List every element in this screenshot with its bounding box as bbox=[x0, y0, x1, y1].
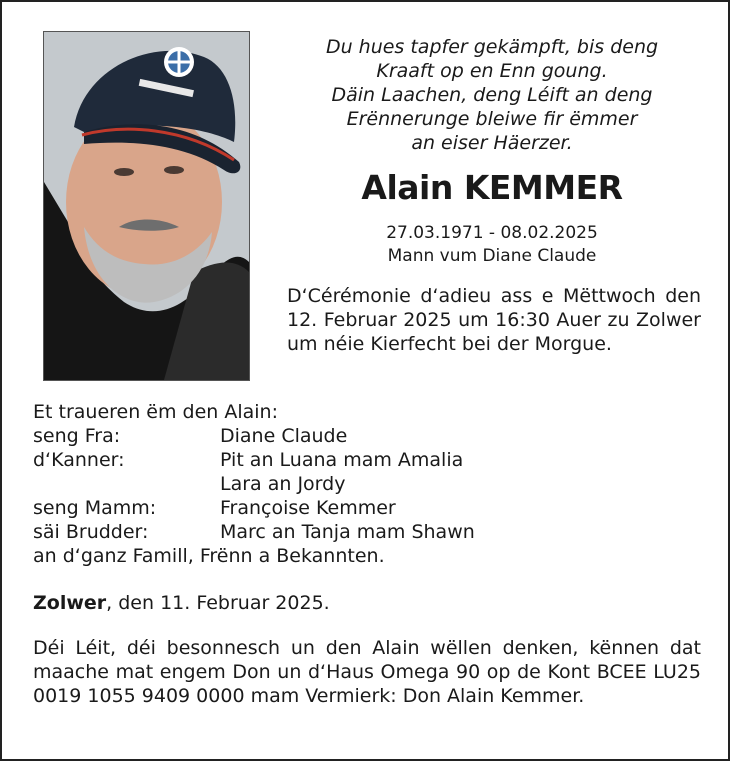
mourners-closing: an d‘ganz Famill, Frënn a Bekannten. bbox=[33, 545, 385, 567]
mourner-names: Marc an Tanja mam Shawn bbox=[220, 521, 475, 543]
ceremony-announcement: D‘Cérémonie d‘adieu ass e Mëttwoch den 12. Februar 2025 um 16:30 Auer zu Zolwer um néie Kierfecht bei der Morgue. bbox=[287, 285, 701, 355]
portrait-illustration bbox=[44, 32, 249, 380]
donation-note: Déi Léit, déi besonnesch un den Alain wëllen denken, kënnen dat maache mat engem Don un d‘Haus Omega 90 op de Kont BCEE LU25 0019 1055 9409 0000 mam Vermierk: Don Alain Kemmer. bbox=[33, 637, 701, 707]
mourner-names: Lara an Jordy bbox=[220, 473, 346, 495]
mourners-intro: Et traueren ëm den Alain: bbox=[33, 401, 279, 423]
spouse-line: Mann vum Diane Claude bbox=[387, 246, 597, 266]
mourner-names: Françoise Kemmer bbox=[220, 497, 396, 519]
poem-line: an eiser Häerzer. bbox=[411, 132, 573, 154]
mourner-relation: d‘Kanner: bbox=[33, 449, 125, 471]
memorial-poem bbox=[287, 35, 697, 155]
mourner-row bbox=[33, 448, 713, 472]
poem-line: Kraaft op en Enn goung. bbox=[376, 60, 608, 82]
mourner-relation: säi Brudder: bbox=[33, 521, 149, 543]
mourners-list bbox=[33, 400, 713, 568]
mourner-names: Diane Claude bbox=[220, 425, 348, 447]
poem-line: Däin Laachen, deng Léift an deng bbox=[331, 84, 653, 106]
poem-line: Du hues tapfer gekämpft, bis deng bbox=[325, 36, 659, 58]
life-dates: 27.03.1971 - 08.02.2025 bbox=[386, 223, 598, 243]
mourner-row bbox=[33, 520, 713, 544]
portrait-photo bbox=[43, 31, 250, 381]
place-date-line bbox=[33, 591, 330, 615]
poem-line: Erënnerunge bleiwe fir ëmmer bbox=[346, 108, 638, 130]
deceased-name: Alain KEMMER bbox=[361, 168, 623, 207]
mourner-row bbox=[33, 472, 713, 496]
mourner-names: Pit an Luana mam Amalia bbox=[220, 449, 464, 471]
place-name: Zolwer bbox=[33, 592, 107, 614]
mourner-relation: seng Mamm: bbox=[33, 497, 157, 519]
mourner-relation: seng Fra: bbox=[33, 425, 121, 447]
mourner-relation bbox=[33, 472, 220, 496]
place-date: , den 11. Februar 2025. bbox=[106, 592, 330, 614]
mourner-row bbox=[33, 424, 713, 448]
mourner-row bbox=[33, 496, 713, 520]
